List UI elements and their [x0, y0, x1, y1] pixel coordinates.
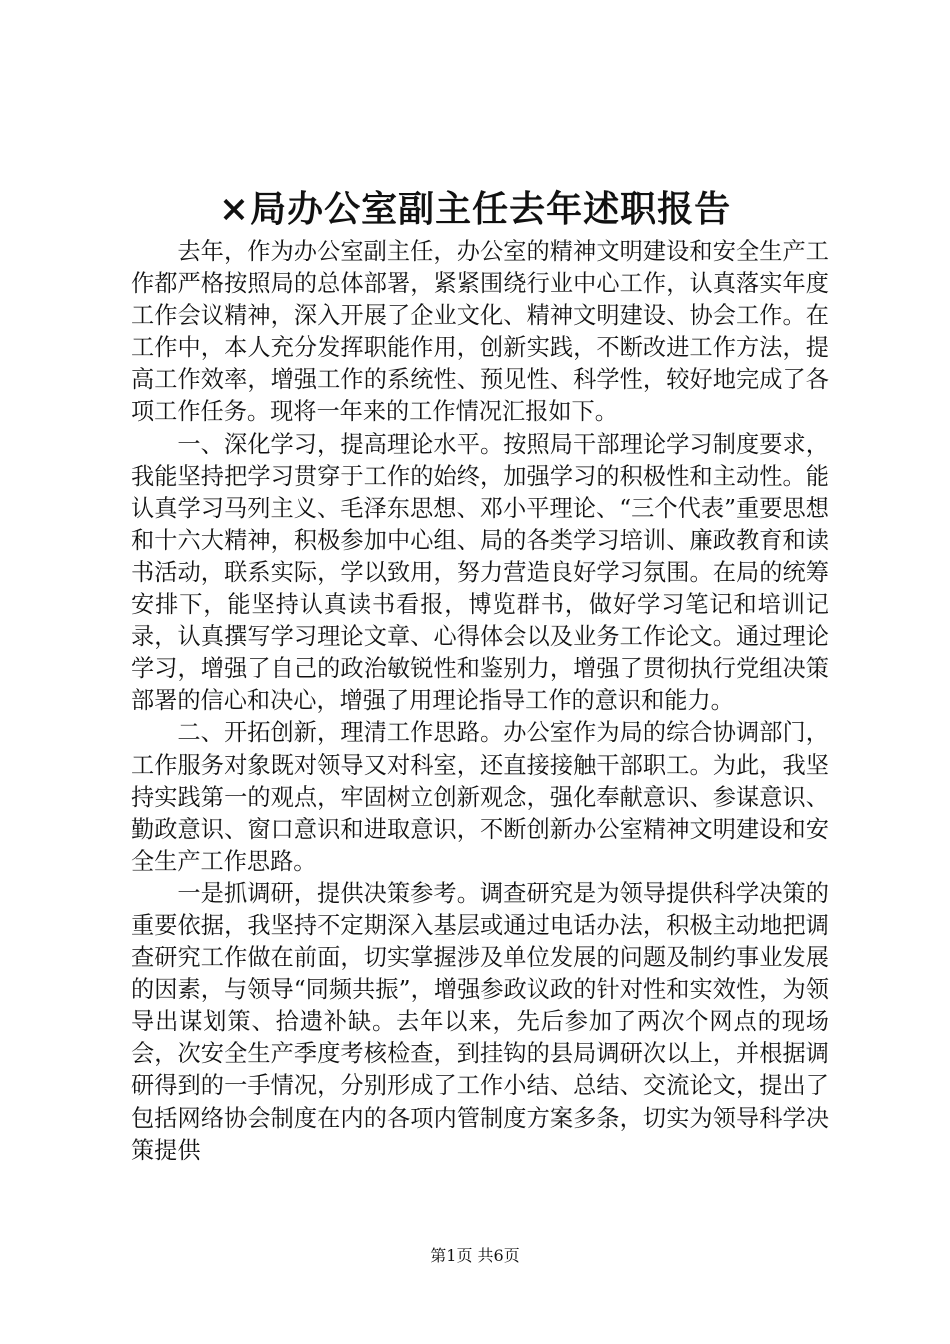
paragraph-section-1: 一、深化学习，提高理论水平。按照局干部理论学习制度要求，我能坚持把学习贯穿于工作的始终，加强学习的积极性和主动性。能认真学习马列主义、毛泽东思想、邓小平理论、“三个代表”重要思想和十六大精神，积极参加中心组、局的各类学习培训、廉政教育和读书活动，联系实际，学以致用，努力营造良好学习氛围。在局的统筹安排下，能坚持认真读书看报，博览群书，做好学习笔记和培训记录，认真撰写学习理论文章、心得体会以及业务工作论文。通过理论学习，增强了自己的政治敏锐性和鉴别力，增强了贯彻执行党组决策部署的信心和决心，增强了用理论指导工作的意识和能力。	[131, 430, 829, 715]
paragraph-research: 一是抓调研，提供决策参考。调查研究是为领导提供科学决策的重要依据，我坚持不定期深入基层或通过电话办法，积极主动地把调查研究工作做在前面，切实掌握涉及单位发展的问题及制约事业发展的因素，与领导“同频共振”，增强参政议政的针对性和实效性，为领导出谋划策、拾遗补缺。去年以来，先后参加了两次个网点的现场会，次安全生产季度考核检查，到挂钩的县局调研次以上，并根据调研得到的一手情况，分别形成了工作小结、总结、交流论文，提出了包括网络协会制度在内的各项内管制度方案多条，切实为领导科学决策提供	[131, 879, 829, 1164]
document-body	[131, 236, 829, 1167]
paragraph-section-2: 二、开拓创新，理清工作思路。办公室作为局的综合协调部门，工作服务对象既对领导又对科室，还直接接触干部职工。为此，我坚持实践第一的观点，牢固树立创新观念，强化奉献意识、参谋意识、勤政意识、窗口意识和进取意识，不断创新办公室精神文明建设和安全生产工作思路。	[131, 719, 829, 875]
document-title: ×局办公室副主任去年述职报告	[218, 188, 732, 230]
page-number-footer: 第1页 共6页	[430, 1246, 520, 1265]
paragraph-intro: 去年，作为办公室副主任，办公室的精神文明建设和安全生产工作都严格按照局的总体部署，紧紧围绕行业中心工作，认真落实年度工作会议精神，深入开展了企业文化、精神文明建设、协会工作。在工作中，本人充分发挥职能作用，创新实践，不断改进工作方法，提高工作效率，增强工作的系统性、预见性、科学性，较好地完成了各项工作任务。现将一年来的工作情况汇报如下。	[131, 238, 829, 426]
